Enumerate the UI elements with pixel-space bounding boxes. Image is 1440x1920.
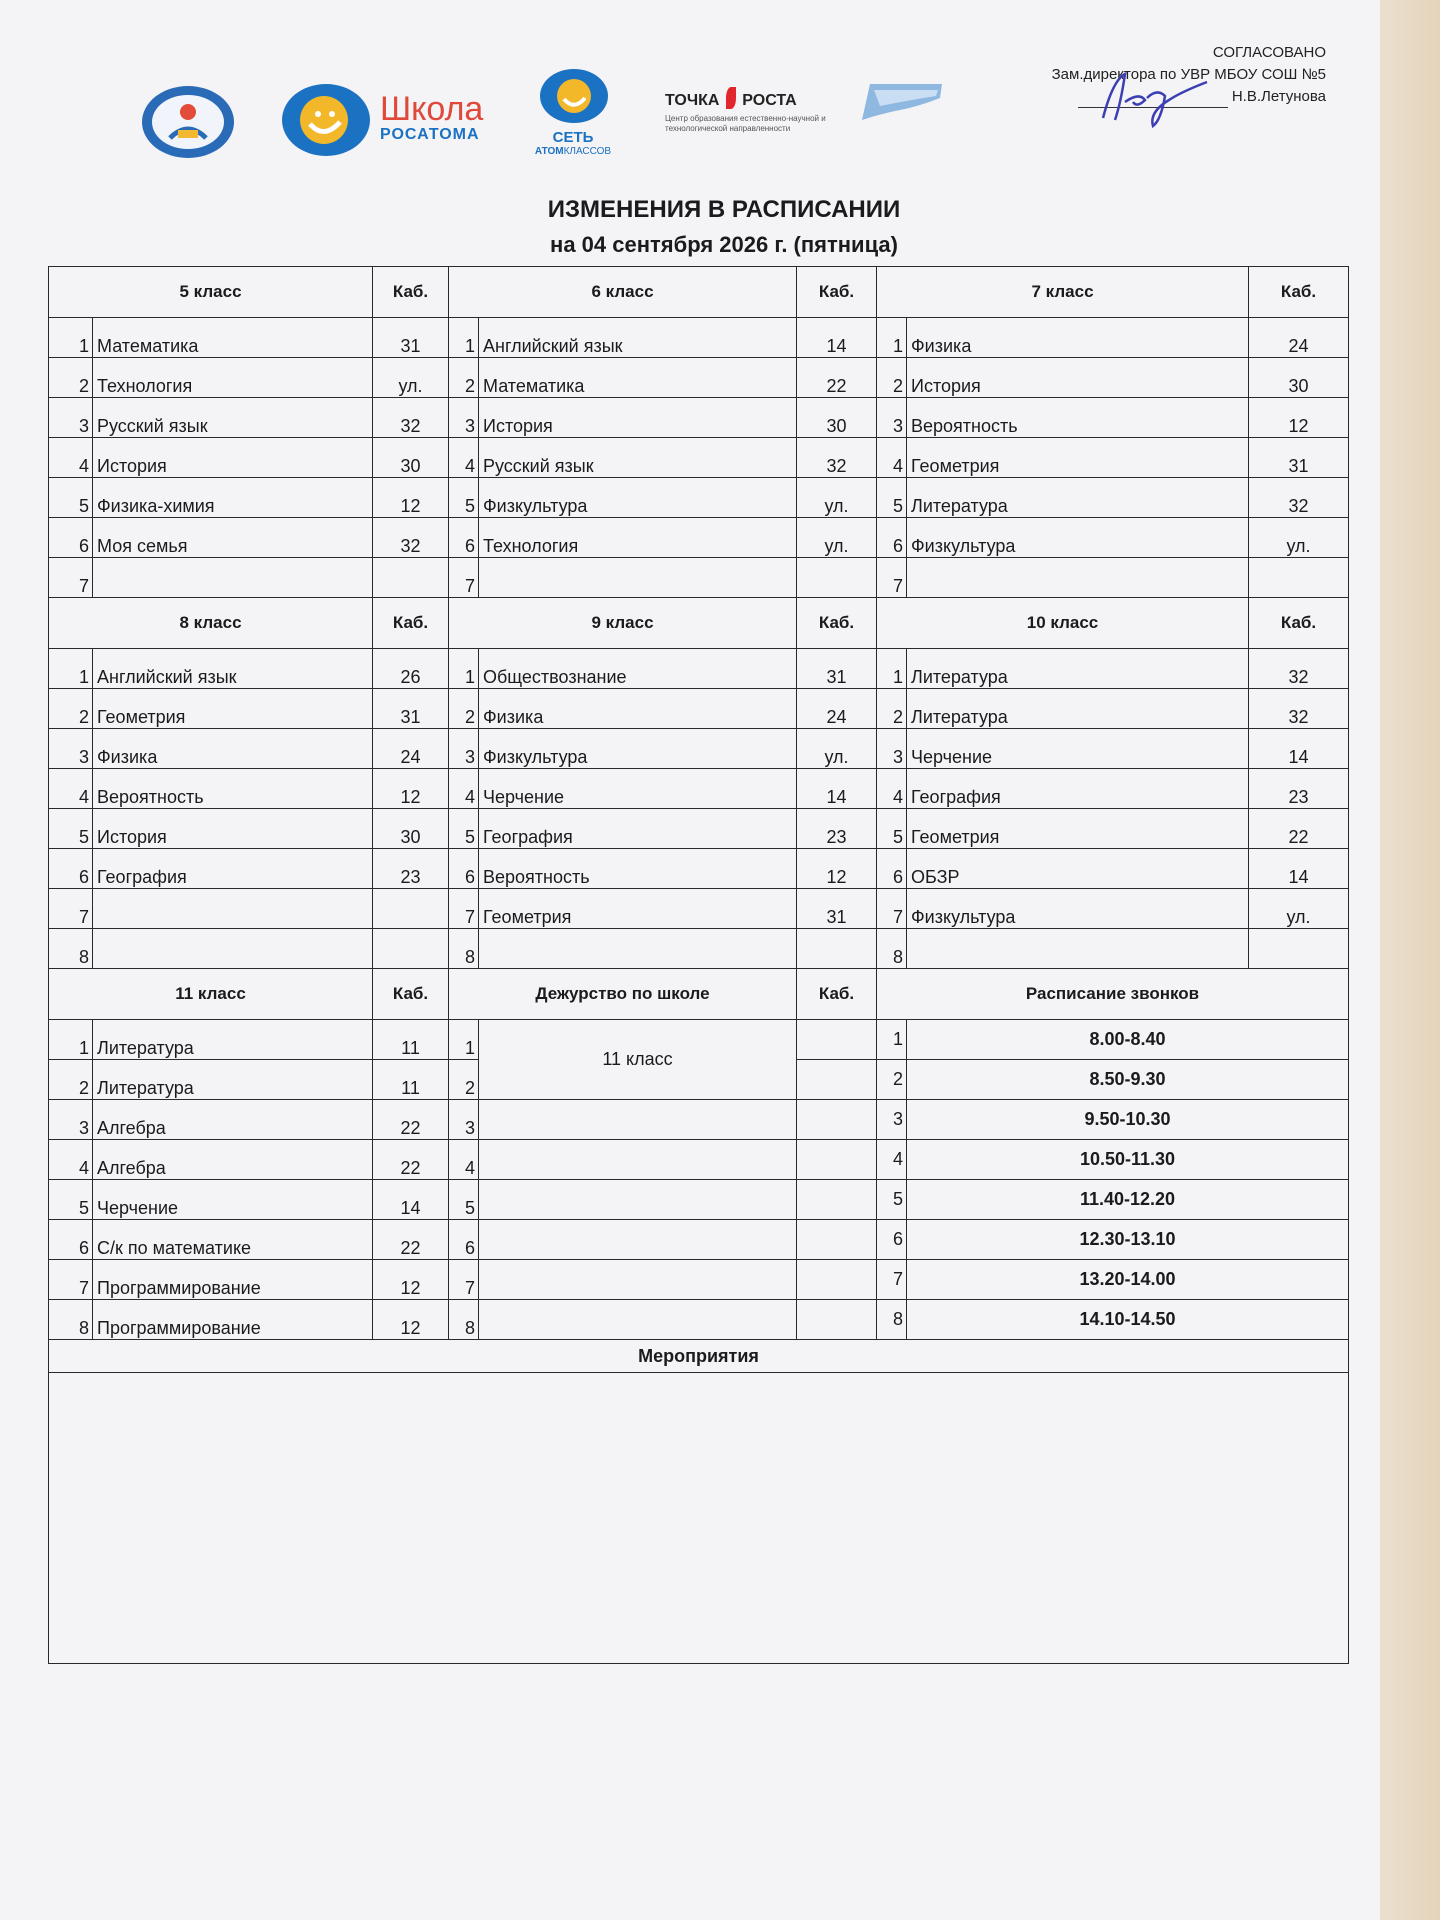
lesson-number: 7 [49, 558, 93, 598]
lesson-subject: Физика-химия [93, 478, 373, 518]
logos-bar [135, 62, 965, 172]
lesson-subject: Английский язык [479, 318, 797, 358]
lesson-room: 32 [1249, 649, 1349, 689]
approval-label: СОГЛАСОВАНО [1212, 44, 1326, 61]
duty-cell [479, 1180, 797, 1220]
lesson-number: 4 [877, 438, 907, 478]
lesson-subject: История [479, 398, 797, 438]
lesson-room: 23 [1249, 769, 1349, 809]
lesson-number: 7 [49, 1260, 93, 1300]
lesson-number: 3 [877, 398, 907, 438]
lesson-room: ул. [797, 729, 877, 769]
lesson-room: 31 [797, 889, 877, 929]
lesson-subject: Черчение [93, 1180, 373, 1220]
lesson-number: 7 [449, 889, 479, 929]
bell-number: 4 [877, 1140, 907, 1180]
lesson-row [49, 1300, 1349, 1340]
lesson-room [373, 929, 449, 969]
lesson-subject: Черчение [479, 769, 797, 809]
lesson-subject: Физика [907, 318, 1249, 358]
duty-room [797, 1220, 877, 1260]
events-area [49, 1373, 1349, 1664]
duty-cell [479, 1220, 797, 1260]
lesson-subject: Литература [907, 649, 1249, 689]
lesson-subject: Русский язык [93, 398, 373, 438]
lesson-subject: Вероятность [479, 849, 797, 889]
lesson-row [49, 1100, 1349, 1140]
lesson-number: 3 [49, 1100, 93, 1140]
lesson-room [1249, 929, 1349, 969]
class-6-header: 6 класс [449, 267, 797, 318]
class-5-room-header: Каб. [373, 267, 449, 318]
lesson-subject: Физика [479, 689, 797, 729]
lesson-subject: Физкультура [479, 729, 797, 769]
lesson-row [49, 689, 1349, 729]
lesson-row [49, 438, 1349, 478]
duty-number: 6 [449, 1220, 479, 1260]
klassov-text: КЛАССОВ [563, 146, 612, 157]
bell-time: 13.20-14.00 [907, 1260, 1349, 1300]
duty-room [797, 1020, 877, 1060]
class-7-room-header: Каб. [1249, 267, 1349, 318]
lesson-subject: ОБЗР [907, 849, 1249, 889]
lesson-subject: Вероятность [907, 398, 1249, 438]
lesson-row [49, 929, 1349, 969]
lesson-number: 1 [49, 1020, 93, 1060]
lesson-subject: Геометрия [907, 809, 1249, 849]
lesson-subject: Математика [479, 358, 797, 398]
lesson-subject: Геометрия [907, 438, 1249, 478]
lesson-room: 12 [373, 478, 449, 518]
lesson-row [49, 769, 1349, 809]
duty-number: 7 [449, 1260, 479, 1300]
lesson-subject: Физкультура [907, 889, 1249, 929]
duty-header: Дежурство по школе [449, 969, 797, 1020]
atomclass-network-logo [537, 67, 611, 125]
lesson-number: 7 [49, 889, 93, 929]
bell-time: 8.00-8.40 [907, 1020, 1349, 1060]
lesson-number: 1 [49, 318, 93, 358]
lesson-subject: Программирование [93, 1300, 373, 1340]
lesson-number: 1 [877, 649, 907, 689]
lesson-row [49, 1220, 1349, 1260]
duty-number: 8 [449, 1300, 479, 1340]
lesson-room: 14 [797, 318, 877, 358]
lesson-room: 22 [797, 358, 877, 398]
lesson-number: 3 [49, 729, 93, 769]
lesson-room: 30 [373, 809, 449, 849]
lesson-subject: Моя семья [93, 518, 373, 558]
lesson-subject: Геометрия [93, 689, 373, 729]
lesson-number: 4 [49, 769, 93, 809]
rosatom-logo-text: РОСАТОМА [380, 126, 480, 143]
lesson-room: 31 [373, 318, 449, 358]
lesson-number: 4 [449, 769, 479, 809]
lesson-row [49, 558, 1349, 598]
lesson-row [49, 809, 1349, 849]
lesson-number: 3 [449, 729, 479, 769]
approval-name: Н.В.Летунова [1231, 88, 1326, 105]
lesson-room: 23 [373, 849, 449, 889]
lesson-room: ул. [373, 358, 449, 398]
handwritten-signature [1095, 62, 1215, 132]
lesson-subject: Литература [907, 478, 1249, 518]
lesson-room: 26 [373, 649, 449, 689]
lesson-subject: География [93, 849, 373, 889]
class-7-header: 7 класс [877, 267, 1249, 318]
lesson-number: 7 [877, 889, 907, 929]
lesson-subject: Литература [93, 1020, 373, 1060]
lesson-room: 14 [797, 769, 877, 809]
lesson-number: 6 [449, 849, 479, 889]
lesson-room: 14 [1249, 729, 1349, 769]
lesson-subject: История [93, 809, 373, 849]
lesson-subject: Обществознание [479, 649, 797, 689]
lesson-room: 32 [373, 398, 449, 438]
lesson-number: 8 [449, 929, 479, 969]
class-10-room-header: Каб. [1249, 598, 1349, 649]
lesson-row [49, 889, 1349, 929]
lesson-room [373, 558, 449, 598]
class-header-row-2 [49, 598, 1349, 649]
duty-cell [479, 1100, 797, 1140]
duty-room [797, 1060, 877, 1100]
sprout-icon [726, 87, 736, 109]
lesson-room: 22 [373, 1220, 449, 1260]
class-6-room-header: Каб. [797, 267, 877, 318]
lesson-subject: География [907, 769, 1249, 809]
lesson-number: 2 [449, 358, 479, 398]
lesson-subject: Программирование [93, 1260, 373, 1300]
lesson-row [49, 1180, 1349, 1220]
lesson-subject: История [93, 438, 373, 478]
lesson-subject: Физкультура [479, 478, 797, 518]
lesson-room: 22 [1249, 809, 1349, 849]
lesson-number: 5 [449, 478, 479, 518]
school-rosatom-logo [280, 80, 375, 160]
lesson-number: 1 [449, 318, 479, 358]
lesson-room: 14 [1249, 849, 1349, 889]
approval-position: Зам.директора по УВР МБОУ СОШ №5 [1051, 66, 1326, 83]
lesson-number: 5 [49, 1180, 93, 1220]
lesson-room: 32 [797, 438, 877, 478]
bell-time: 14.10-14.50 [907, 1300, 1349, 1340]
lesson-row [49, 478, 1349, 518]
lesson-number: 1 [877, 318, 907, 358]
lesson-number: 4 [449, 438, 479, 478]
lesson-room: 24 [797, 689, 877, 729]
lesson-row [49, 1140, 1349, 1180]
lesson-row [49, 649, 1349, 689]
duty-room [797, 1140, 877, 1180]
lesson-room: 32 [373, 518, 449, 558]
lesson-number: 1 [49, 649, 93, 689]
lesson-room: 32 [1249, 478, 1349, 518]
lesson-number: 6 [877, 849, 907, 889]
bell-time: 12.30-13.10 [907, 1220, 1349, 1260]
duty-number: 1 [449, 1020, 479, 1060]
duty-room [797, 1180, 877, 1220]
bell-time: 8.50-9.30 [907, 1060, 1349, 1100]
lesson-number: 8 [877, 929, 907, 969]
lesson-subject [93, 929, 373, 969]
duty-class: 11 класс [479, 1020, 797, 1100]
duty-number: 4 [449, 1140, 479, 1180]
lesson-room: 31 [373, 689, 449, 729]
class-9-room-header: Каб. [797, 598, 877, 649]
lesson-room: 12 [797, 849, 877, 889]
atom-text: АТОМ [534, 146, 564, 157]
events-body-row [49, 1373, 1349, 1664]
lesson-room: 30 [373, 438, 449, 478]
lesson-row [49, 318, 1349, 358]
duty-cell [479, 1300, 797, 1340]
lesson-subject [93, 889, 373, 929]
bell-number: 1 [877, 1020, 907, 1060]
class-8-room-header: Каб. [373, 598, 449, 649]
lesson-row [49, 729, 1349, 769]
lesson-subject: Литература [907, 689, 1249, 729]
rosta-text: РОСТА [742, 92, 797, 109]
atomclass-text [523, 146, 623, 157]
lesson-number: 2 [49, 689, 93, 729]
lesson-subject: История [907, 358, 1249, 398]
bell-time: 11.40-12.20 [907, 1180, 1349, 1220]
lesson-room: ул. [1249, 889, 1349, 929]
lesson-row [49, 1020, 1349, 1060]
class-header-row-3 [49, 969, 1349, 1020]
lesson-number: 4 [49, 1140, 93, 1180]
lesson-room [797, 558, 877, 598]
lesson-subject [93, 558, 373, 598]
school-logo-text: Школа [380, 90, 484, 128]
lesson-number: 7 [449, 558, 479, 598]
lesson-number: 3 [449, 398, 479, 438]
duty-number: 3 [449, 1100, 479, 1140]
lesson-subject: Алгебра [93, 1140, 373, 1180]
class-11-header: 11 класс [49, 969, 373, 1020]
lesson-subject: Литература [93, 1060, 373, 1100]
lesson-number: 4 [877, 769, 907, 809]
schedule-table [48, 266, 1349, 1664]
duty-room-header: Каб. [797, 969, 877, 1020]
lesson-number: 5 [49, 809, 93, 849]
lesson-subject: Алгебра [93, 1100, 373, 1140]
lesson-room: 12 [1249, 398, 1349, 438]
duty-room [797, 1260, 877, 1300]
lesson-room: 12 [373, 1260, 449, 1300]
events-header-row [49, 1340, 1349, 1373]
lesson-room: 31 [797, 649, 877, 689]
lesson-number: 1 [449, 649, 479, 689]
lesson-number: 4 [49, 438, 93, 478]
lesson-subject: Английский язык [93, 649, 373, 689]
lesson-row [49, 398, 1349, 438]
lesson-row [49, 1260, 1349, 1300]
lesson-number: 5 [49, 478, 93, 518]
lesson-subject: Физика [93, 729, 373, 769]
tochka-text: ТОЧКА [665, 92, 720, 109]
class-8-header: 8 класс [49, 598, 373, 649]
lesson-number: 2 [877, 689, 907, 729]
lesson-room: 30 [1249, 358, 1349, 398]
duty-room [797, 1100, 877, 1140]
lesson-room: 23 [797, 809, 877, 849]
education-emblem-logo [140, 84, 236, 160]
duty-cell [479, 1260, 797, 1300]
lesson-room: 22 [373, 1100, 449, 1140]
lesson-number: 6 [49, 518, 93, 558]
lesson-number: 6 [449, 518, 479, 558]
lesson-number: 5 [877, 478, 907, 518]
lesson-subject: С/к по математике [93, 1220, 373, 1260]
lesson-room: 22 [373, 1140, 449, 1180]
bells-header: Расписание звонков [877, 969, 1349, 1020]
lesson-room: 32 [1249, 689, 1349, 729]
lesson-number: 5 [877, 809, 907, 849]
blue-flag-logo [860, 80, 945, 122]
lesson-number: 2 [49, 358, 93, 398]
lesson-number: 2 [449, 689, 479, 729]
lesson-number: 8 [49, 929, 93, 969]
lesson-room [1249, 558, 1349, 598]
page-title: ИЗМЕНЕНИЯ В РАСПИСАНИИ [547, 196, 901, 223]
lesson-room: 12 [373, 1300, 449, 1340]
class-10-header: 10 класс [877, 598, 1249, 649]
lesson-number: 2 [49, 1060, 93, 1100]
lesson-room: ул. [1249, 518, 1349, 558]
lesson-room: 14 [373, 1180, 449, 1220]
class-header-row-1 [49, 267, 1349, 318]
lesson-subject: Физкультура [907, 518, 1249, 558]
lesson-room: ул. [797, 478, 877, 518]
lesson-subject [479, 558, 797, 598]
lesson-number: 7 [877, 558, 907, 598]
lesson-subject: Математика [93, 318, 373, 358]
class-5-header: 5 класс [49, 267, 373, 318]
tochka-subtitle: Центр образования естественно-научной и технологической направленности [665, 114, 826, 133]
lesson-number: 8 [49, 1300, 93, 1340]
lesson-subject [907, 929, 1249, 969]
lesson-subject [479, 929, 797, 969]
lesson-row [49, 849, 1349, 889]
class-11-room-header: Каб. [373, 969, 449, 1020]
duty-cell [479, 1140, 797, 1180]
network-logo-text: СЕТЬ [552, 129, 594, 146]
lesson-room: 31 [1249, 438, 1349, 478]
lesson-number: 3 [49, 398, 93, 438]
duty-number: 5 [449, 1180, 479, 1220]
lesson-subject: Технология [479, 518, 797, 558]
lesson-room: ул. [797, 518, 877, 558]
lesson-subject: Черчение [907, 729, 1249, 769]
lesson-room: 30 [797, 398, 877, 438]
page-subtitle: на 04 сентября 2026 г. (пятница) [550, 232, 898, 257]
lesson-number: 6 [877, 518, 907, 558]
duty-number: 2 [449, 1060, 479, 1100]
lesson-subject: Вероятность [93, 769, 373, 809]
lesson-row [49, 358, 1349, 398]
bell-number: 7 [877, 1260, 907, 1300]
lesson-number: 6 [49, 849, 93, 889]
lesson-subject: Геометрия [479, 889, 797, 929]
bell-number: 8 [877, 1300, 907, 1340]
lesson-room: 24 [373, 729, 449, 769]
lesson-subject: Технология [93, 358, 373, 398]
events-title: Мероприятия [49, 1340, 1349, 1373]
lesson-room: 24 [1249, 318, 1349, 358]
lesson-row [49, 518, 1349, 558]
bell-number: 2 [877, 1060, 907, 1100]
bell-time: 9.50-10.30 [907, 1100, 1349, 1140]
bell-number: 6 [877, 1220, 907, 1260]
lesson-number: 2 [877, 358, 907, 398]
lesson-room: 11 [373, 1060, 449, 1100]
lesson-room [373, 889, 449, 929]
desk-edge [1380, 0, 1440, 1920]
lesson-subject: География [479, 809, 797, 849]
lesson-number: 3 [877, 729, 907, 769]
lesson-room [797, 929, 877, 969]
bell-number: 5 [877, 1180, 907, 1220]
lesson-number: 6 [49, 1220, 93, 1260]
lesson-number: 5 [449, 809, 479, 849]
lesson-room: 12 [373, 769, 449, 809]
lesson-room: 11 [373, 1020, 449, 1060]
bell-time: 10.50-11.30 [907, 1140, 1349, 1180]
lesson-subject [907, 558, 1249, 598]
duty-room [797, 1300, 877, 1340]
bell-number: 3 [877, 1100, 907, 1140]
tochka-rosta-logo-text [665, 87, 865, 110]
lesson-subject: Русский язык [479, 438, 797, 478]
class-9-header: 9 класс [449, 598, 797, 649]
